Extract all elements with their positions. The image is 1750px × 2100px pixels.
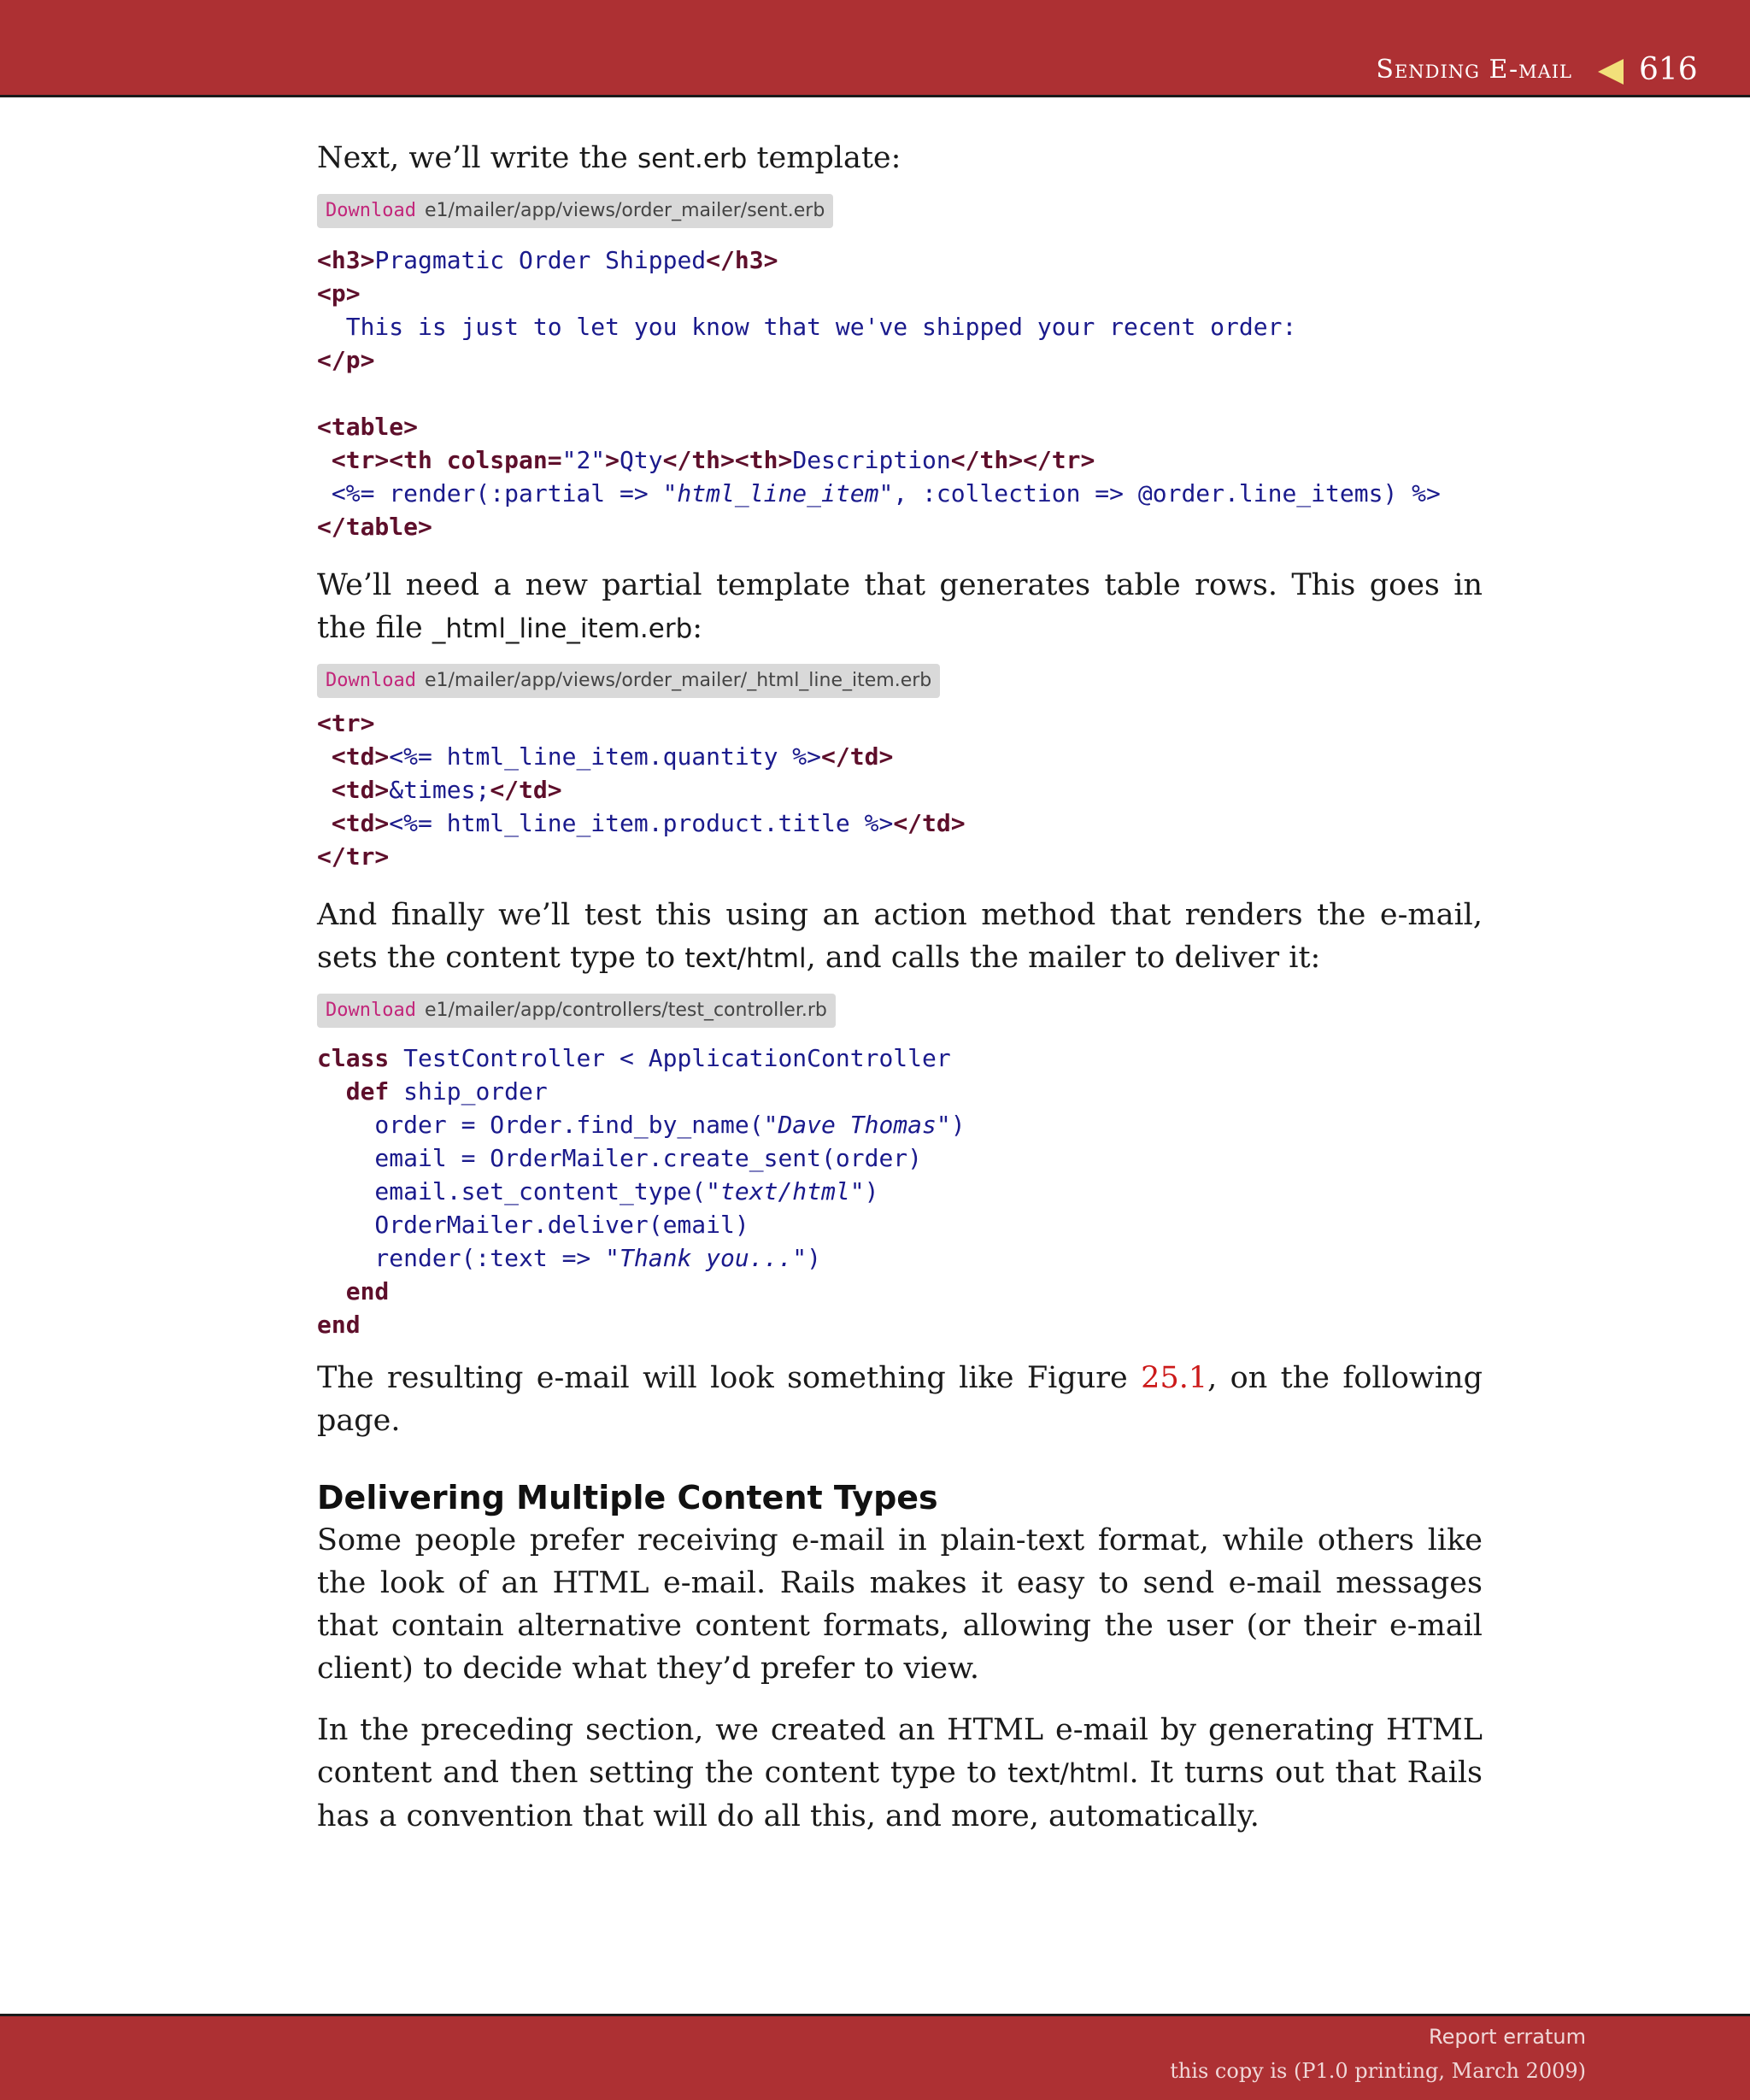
- page-footer: [0, 2014, 1750, 2100]
- code-line: <td>&times;</td>: [331, 776, 562, 804]
- code-line: </p>: [317, 346, 375, 374]
- filename: text/html: [684, 943, 807, 974]
- copy-info: this copy is (P1.0 printing, March 2009): [1170, 2059, 1586, 2083]
- filename: text/html: [1007, 1758, 1130, 1789]
- filename: _html_line_item.erb: [432, 613, 693, 644]
- code-line: email = OrderMailer.create_sent(order): [317, 1144, 923, 1172]
- code-line: <p>: [317, 279, 361, 308]
- code-line: OrderMailer.deliver(email): [317, 1211, 749, 1239]
- code-line: email.set_content_type("text/html"): [317, 1177, 879, 1205]
- code-line: [317, 377, 1483, 410]
- filename: sent.erb: [637, 144, 748, 174]
- code-listing-line-item: [317, 707, 1483, 873]
- code-line: end: [345, 1277, 390, 1305]
- code-line: <tr>: [317, 709, 375, 737]
- download-path: e1/mailer/app/views/order_mailer/_html_line_item.erb: [424, 670, 932, 691]
- page-header: [0, 0, 1750, 97]
- code-line: This is just to let you know that we've shipped your recent order:: [317, 313, 1297, 341]
- code-line: order = Order.find_by_name("Dave Thomas"): [317, 1111, 966, 1139]
- code-line: <h3>Pragmatic Order Shipped</h3>: [317, 246, 778, 274]
- code-line: end: [317, 1311, 361, 1339]
- paragraph-action: And finally we’ll test this using an action method that renders the e-mail, sets the content type to text/html, and calls the mailer to deliver it:: [317, 898, 1483, 975]
- download-bar: [317, 994, 1483, 1028]
- code-line: </tr>: [317, 842, 390, 871]
- report-erratum-link[interactable]: Report erratum: [1429, 2025, 1586, 2049]
- page-body: [317, 137, 1483, 1838]
- code-line: <table>: [317, 413, 419, 441]
- download-link[interactable]: Download: [326, 1000, 416, 1021]
- download-bar: [317, 664, 1483, 698]
- paragraph-result: The resulting e-mail will look something like Figure 25.1, on the following page.: [317, 1361, 1483, 1438]
- paragraph-preceding: In the preceding section, we created an HTML e-mail by generating HTML content and then setting the content type to text/html. It turns out that Rails has a convention that will do all this, and more, automatically.: [317, 1713, 1483, 1833]
- download-link[interactable]: Download: [326, 200, 416, 221]
- page-number: 616: [1639, 52, 1698, 87]
- section-heading: Delivering Multiple Content Types: [317, 1479, 938, 1516]
- code-listing-controller: [317, 1041, 1483, 1341]
- code-line: <tr><th colspan="2">Qty</th><th>Description</th></tr>: [331, 446, 1095, 474]
- figure-reference[interactable]: 25.1: [1141, 1361, 1208, 1395]
- paragraph-multiple-types: Some people prefer receiving e-mail in plain-text format, while others like the look of an HTML e-mail. Rails makes it easy to send e-mail messages that contain alternative content formats, allowing the user (or their e-mail client) to decide what they’d prefer to view.: [317, 1523, 1483, 1686]
- paragraph-partial: We’ll need a new partial template that generates table rows. This goes in the file _html_line_item.erb:: [317, 568, 1483, 645]
- code-line: <td><%= html_line_item.product.title %></td>: [331, 809, 966, 837]
- code-line: </table>: [317, 513, 432, 541]
- download-link[interactable]: Download: [326, 670, 416, 691]
- code-line: <%= render(:partial => "html_line_item", :collection => @order.line_items) %>: [317, 479, 1441, 507]
- paragraph-intro: Next, we’ll write the sent.erb template:: [317, 141, 901, 175]
- download-path: e1/mailer/app/controllers/test_controller.rb: [424, 1000, 827, 1021]
- code-line: def ship_order: [345, 1077, 548, 1106]
- download-bar: [317, 194, 1483, 228]
- back-arrow-icon[interactable]: [1598, 59, 1624, 85]
- code-line: render(:text => "Thank you..."): [317, 1244, 822, 1272]
- code-line: class TestController < ApplicationController: [317, 1044, 951, 1072]
- section-title: Sending E-mail: [1376, 55, 1572, 85]
- code-line: <td><%= html_line_item.quantity %></td>: [331, 742, 894, 771]
- download-path: e1/mailer/app/views/order_mailer/sent.erb: [424, 200, 825, 221]
- code-listing-sent-erb: [317, 243, 1483, 543]
